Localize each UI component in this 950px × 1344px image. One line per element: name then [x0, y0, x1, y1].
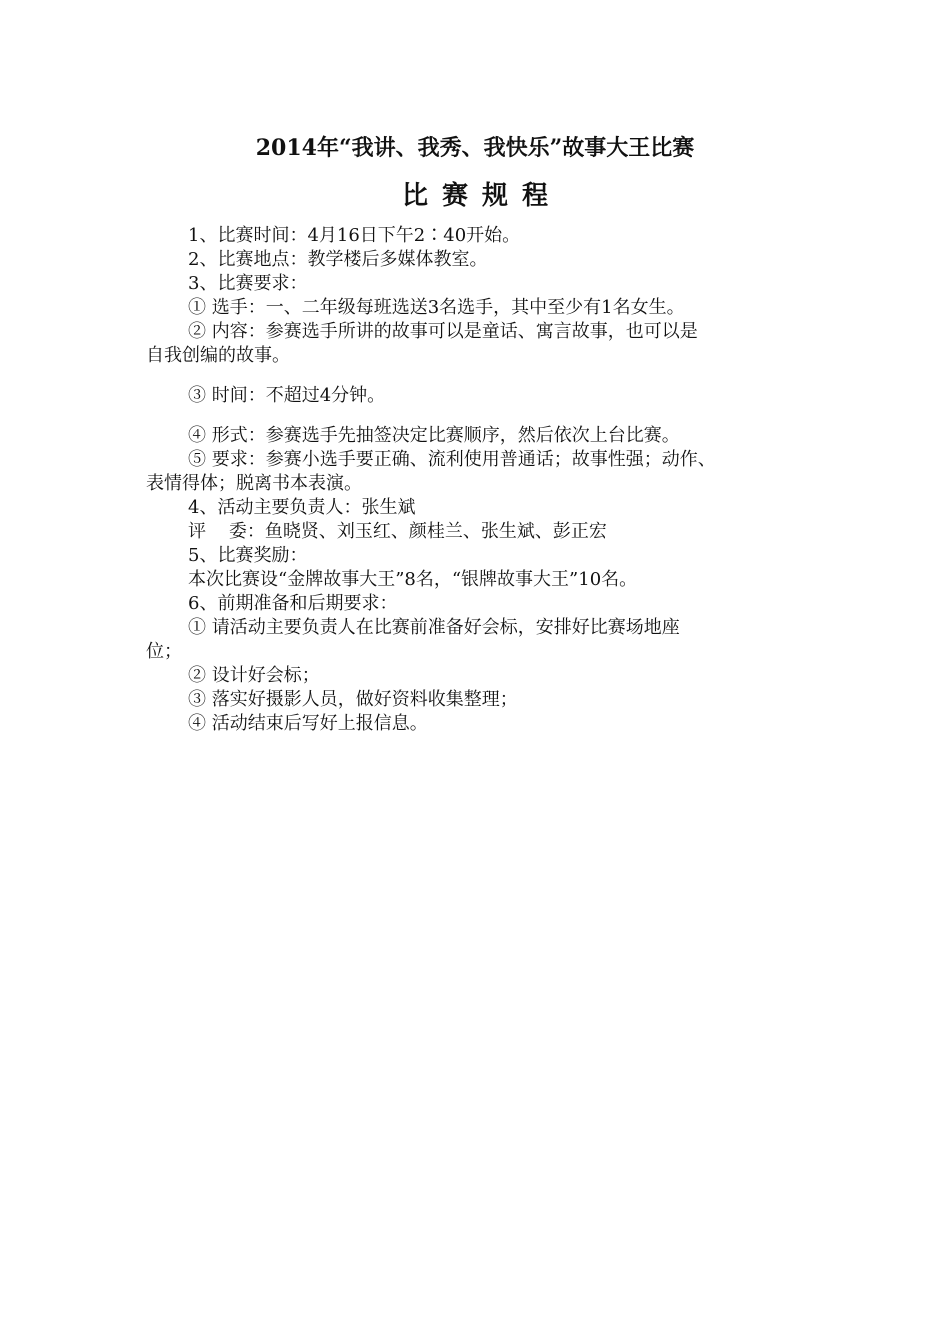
requirement-contestants: ① 选手：一、二年级每班选送3名选手，其中至少有1名女生。	[188, 297, 685, 318]
requirement-format: ④ 形式：参赛选手先抽签决定比赛顺序，然后依次上台比赛。	[188, 425, 680, 446]
rule-location: 2、比赛地点：教学楼后多媒体教室。	[188, 249, 488, 270]
rule-judges: 评 委：鱼晓贤、刘玉红、颜桂兰、张生斌、彭正宏	[188, 521, 607, 542]
preparation-venue: ① 请活动主要负责人在比赛前准备好会标，安排好比赛场地座	[188, 617, 680, 638]
requirement-standards: ⑤ 要求：参赛小选手要正确、流利使用普通话；故事性强；动作、	[188, 449, 716, 470]
preparation-venue-continued: 位；	[146, 641, 182, 662]
rule-awards-heading: 5、比赛奖励：	[188, 545, 308, 566]
requirement-duration: ③ 时间：不超过4分钟。	[188, 385, 386, 406]
document-body	[146, 224, 810, 736]
rule-requirements-heading: 3、比赛要求：	[188, 273, 308, 294]
preparation-photography: ③ 落实好摄影人员，做好资料收集整理；	[188, 689, 518, 710]
preparation-report: ④ 活动结束后写好上报信息。	[188, 713, 428, 734]
rule-organizer: 4、活动主要负责人：张生斌	[188, 497, 416, 518]
rule-awards-detail: 本次比赛设“金牌故事大王”8名，“银牌故事大王”10名。	[188, 569, 638, 590]
preparation-banner: ② 设计好会标；	[188, 665, 320, 686]
document-subtitle: 比赛规程	[401, 181, 562, 211]
rule-preparation-heading: 6、前期准备和后期要求：	[188, 593, 398, 614]
requirement-content: ② 内容：参赛选手所讲的故事可以是童话、寓言故事，也可以是	[188, 321, 698, 342]
requirement-standards-continued: 表情得体；脱离书本表演。	[146, 473, 362, 494]
rule-time: 1、比赛时间：4月16日下午2∶40开始。	[188, 225, 521, 246]
requirement-content-continued: 自我创编的故事。	[146, 345, 290, 366]
document-title: 2014年“我讲、我秀、我快乐”故事大王比赛	[255, 135, 695, 161]
